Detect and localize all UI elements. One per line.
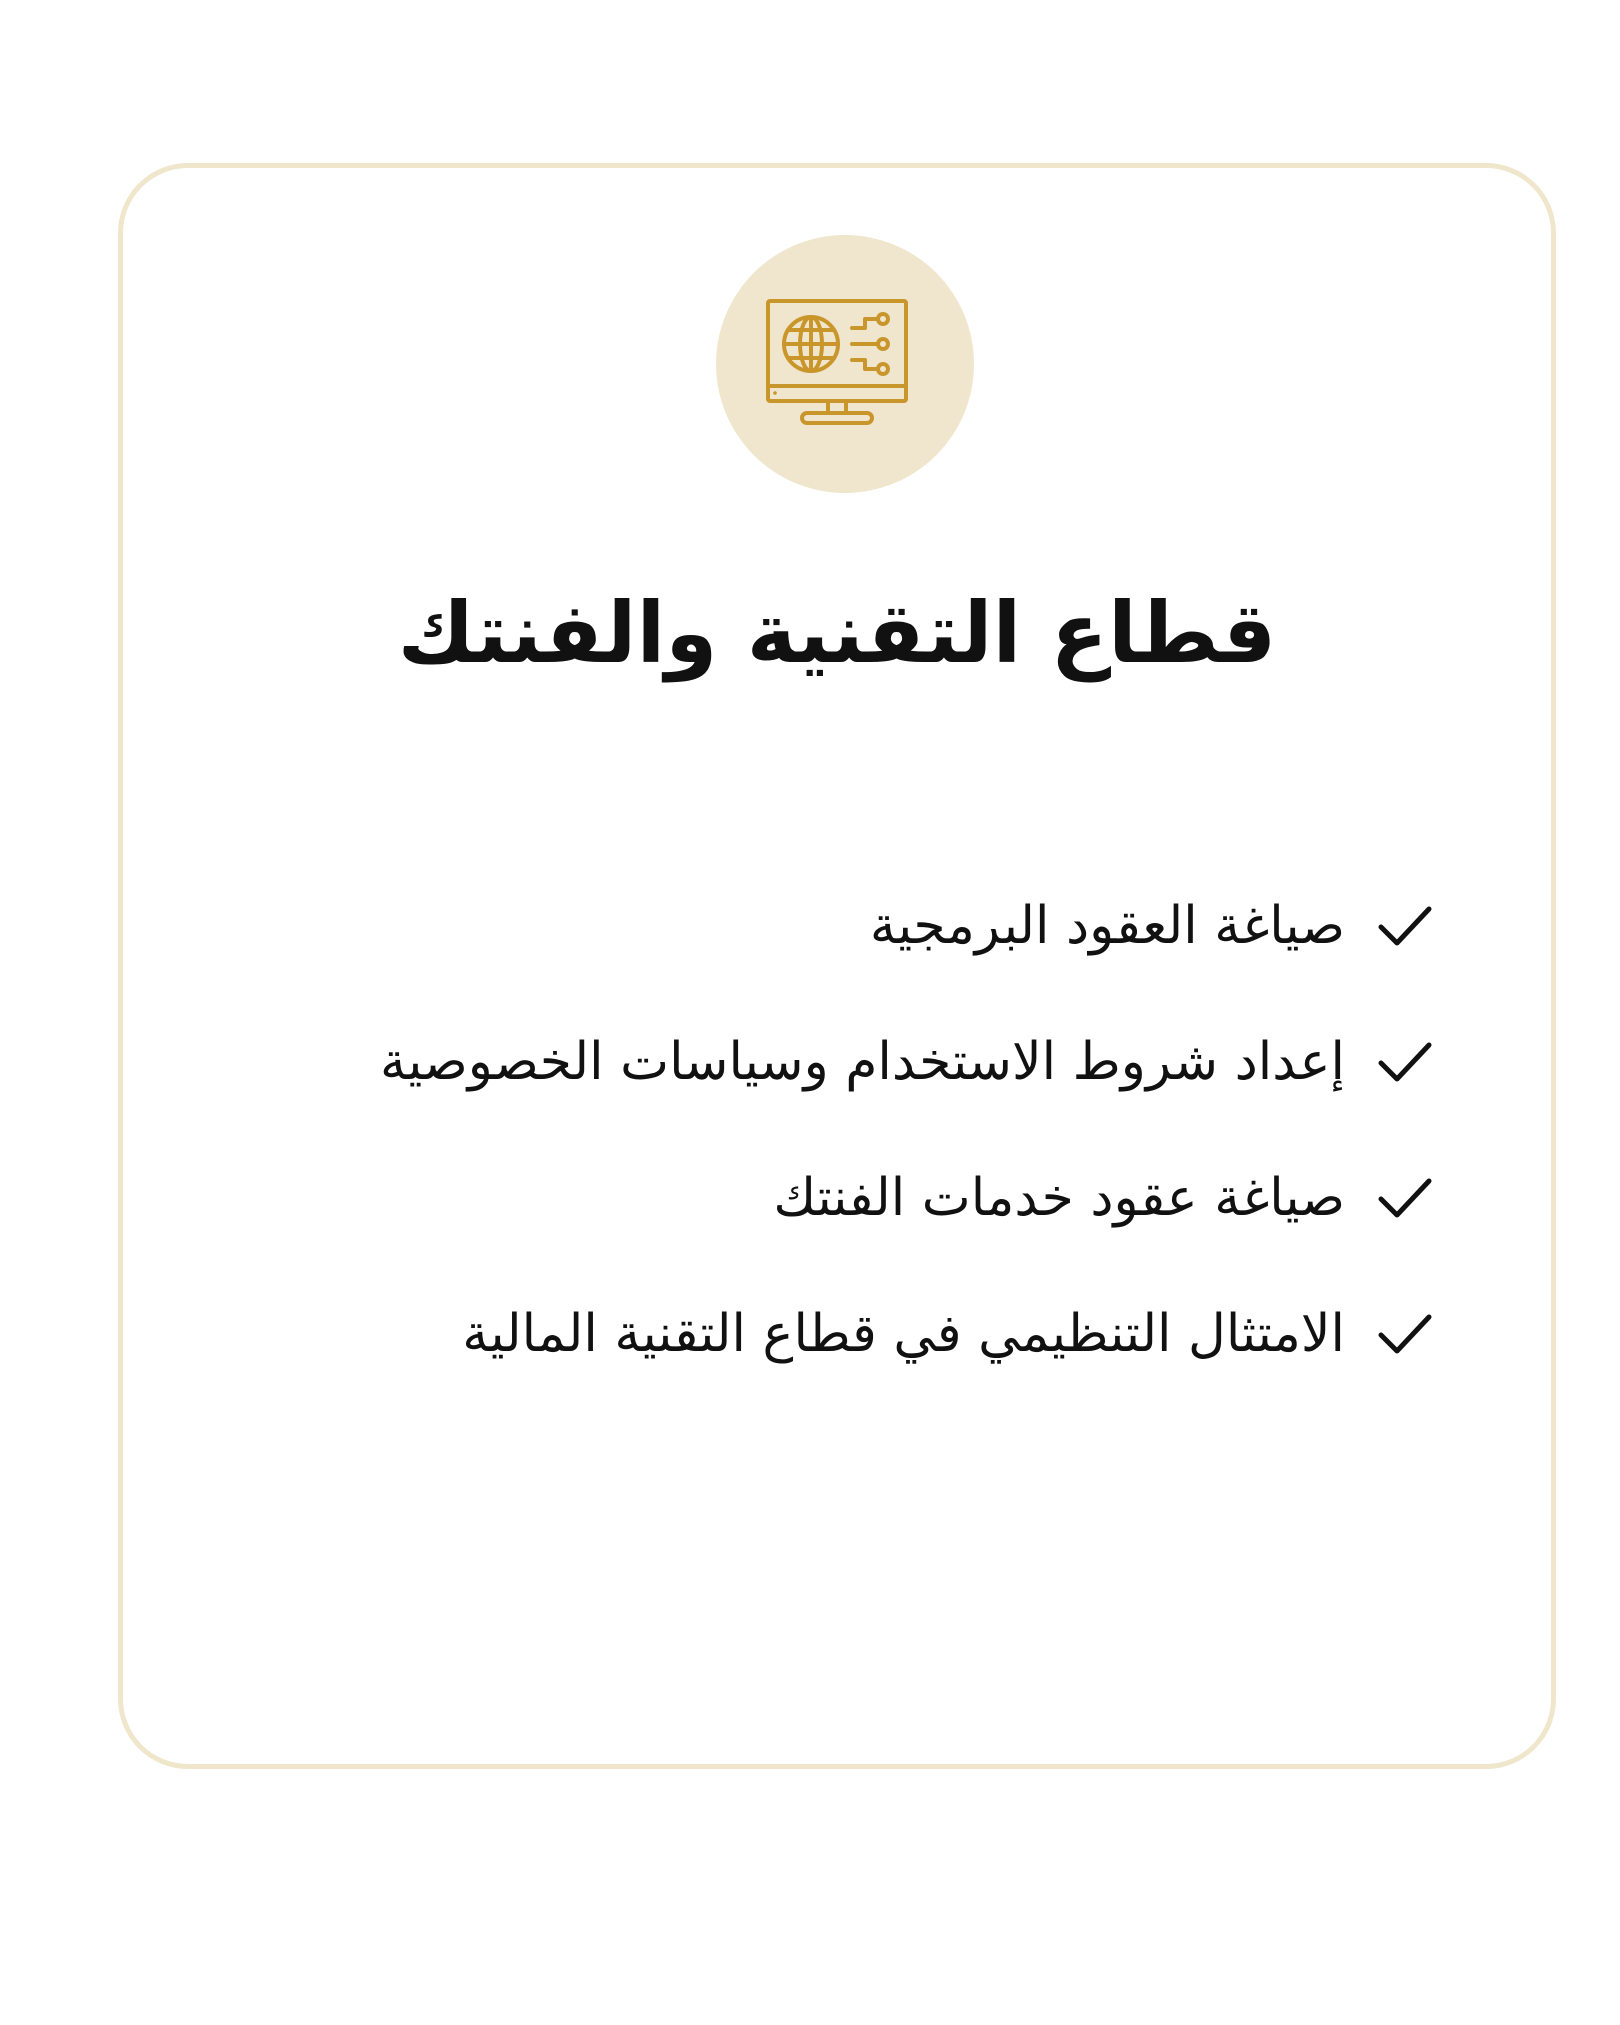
checkmark-icon xyxy=(1375,1037,1435,1087)
feature-item xyxy=(205,1266,1435,1402)
feature-label: صياغة العقود البرمجية xyxy=(869,896,1345,956)
icon-badge xyxy=(716,235,974,493)
feature-item xyxy=(205,858,1435,994)
feature-label: إعداد شروط الاستخدام وسياسات الخصوصية xyxy=(380,1032,1345,1092)
checkmark-icon xyxy=(1375,1309,1435,1359)
feature-list xyxy=(205,858,1435,1402)
computer-globe-network-icon xyxy=(764,297,916,427)
feature-item xyxy=(205,1130,1435,1266)
feature-label: صياغة عقود خدمات الفنتك xyxy=(773,1168,1345,1228)
tech-fintech-card xyxy=(118,163,1556,1769)
card-title: قطاع التقنية والفنتك xyxy=(397,584,1277,682)
feature-item xyxy=(205,994,1435,1130)
checkmark-icon xyxy=(1375,901,1435,951)
checkmark-icon xyxy=(1375,1173,1435,1223)
feature-label: الامتثال التنظيمي في قطاع التقنية المالية xyxy=(462,1304,1345,1364)
